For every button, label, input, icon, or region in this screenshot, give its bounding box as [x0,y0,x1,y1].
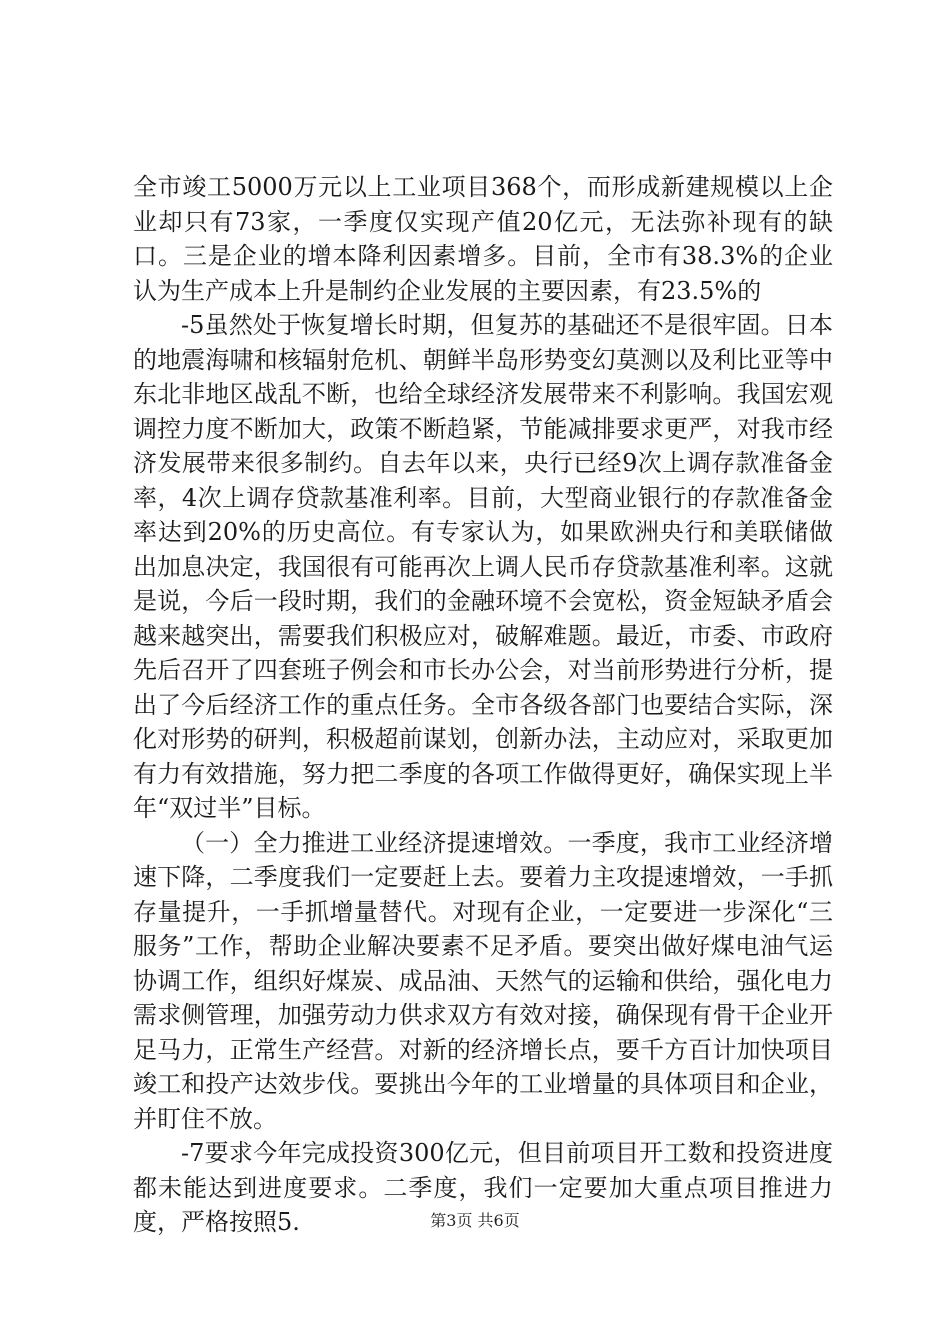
paragraph-1: 全市竣工5000万元以上工业项目368个，而形成新建规模以上企业却只有73家，一季度仅实现产值20亿元，无法弥补现有的缺口。三是企业的增本降利因素增多。目前，全市有38.3%的企业认为生产成本上升是制约企业发展的主要因素，有23.5%的 [133,173,833,305]
page-footer: 第3页 共6页 [430,1211,520,1230]
paragraph-4: -7要求今年完成投资300亿元，但目前项目开工数和投资进度都未能达到进度要求。二季度，我们一定要加大重点项目推进力度，严格按照5. [133,1139,833,1236]
document-body [133,170,833,1240]
paragraph-3: （一）全力推进工业经济提速增效。一季度，我市工业经济增速下降，二季度我们一定要赶上去。要着力主攻提速增效，一手抓存量提升，一手抓增量替代。对现有企业，一定要进一步深化“三服务”工作，帮助企业解决要素不足矛盾。要突出做好煤电油气运协调工作，组织好煤炭、成品油、天然气的运输和供给，强化电力需求侧管理，加强劳动力供求双方有效对接，确保现有骨干企业开足马力，正常生产经营。对新的经济增长点，要千方百计加快项目竣工和投产达效步伐。要挑出今年的工业增量的具体项目和企业，并盯住不放。 [133,828,833,1133]
paragraph-2: -5虽然处于恢复增长时期，但复苏的基础还不是很牢固。日本的地震海啸和核辐射危机、朝鲜半岛形势变幻莫测以及利比亚等中东北非地区战乱不断，也给全球经济发展带来不利影响。我国宏观调控力度不断加大，政策不断趋紧，节能减排要求更严，对我市经济发展带来很多制约。自去年以来，央行已经9次上调存款准备金率，4次上调存贷款基准利率。目前，大型商业银行的存款准备金率达到20%的历史高位。有专家认为，如果欧洲央行和美联储做出加息决定，我国很有可能再次上调人民币存贷款基准利率。这就是说，今后一段时期，我们的金融环境不会宽松，资金短缺矛盾会越来越突出，需要我们积极应对，破解难题。最近，市委、市政府先后召开了四套班子例会和市长办公会，对当前形势进行分析，提出了今后经济工作的重点任务。全市各级各部门也要结合实际，深化对形势的研判，积极超前谋划，创新办法，主动应对，采取更加有力有效措施，努力把二季度的各项工作做得更好，确保实现上半年“双过半”目标。 [133,311,833,822]
